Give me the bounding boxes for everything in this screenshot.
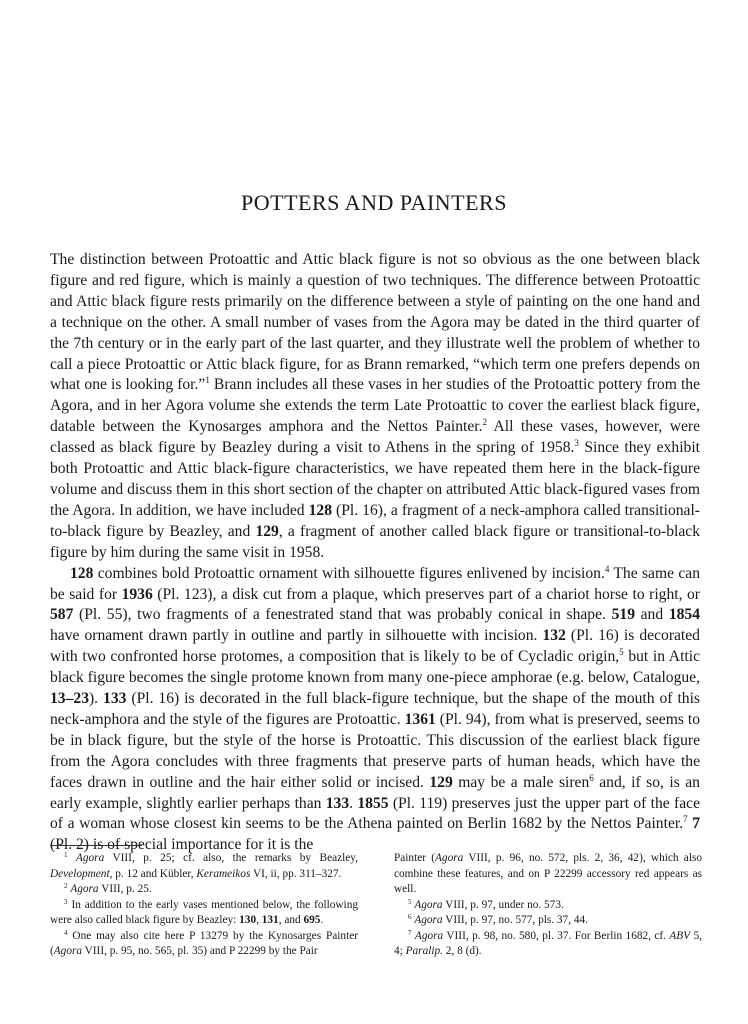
text-run: .: [349, 794, 358, 812]
text-run: combines bold Protoattic ornament with silhouette figures enlivened by incision.: [93, 564, 605, 582]
text-italic: Agora: [435, 852, 464, 864]
text-italic: Agora: [414, 914, 443, 926]
catalogue-number: 129: [255, 522, 279, 540]
catalogue-number: 128: [308, 501, 333, 519]
catalogue-number: 587: [50, 606, 74, 624]
catalogue-number: 519: [611, 606, 635, 624]
text-run: In addition to the early vases mentioned below, the following were also called black figure by Beazley:: [50, 898, 358, 926]
text-italic: ABV: [669, 929, 691, 942]
catalogue-number: 131: [261, 914, 279, 926]
text-run: , and: [278, 914, 304, 926]
body-text: [50, 250, 700, 856]
text-run: Since they exhibit both Protoattic and Attic black-figure characteristics, we have repeated them here in the black-figure volume and discuss them in this short section of the chapter on attributed Attic black-figured vases from the Agora. In addition, we have included: [50, 439, 700, 519]
catalogue-number: 132: [542, 627, 566, 645]
text-run: Brann includes all these vases in her studies of the Protoattic pottery from the Agora, and in her Agora volume she extends the term Late Protoattic to cover the earliest black figure, datable between the Kynosarges amphora and the Nettos Painter.: [50, 376, 700, 436]
text-run: , a fragment of another called black figure or transitional-to-black figure by him during the same visit in 1958.: [50, 522, 700, 561]
text-run: and, if so, is an early example, slightly earlier perhaps than: [50, 773, 700, 812]
footnote-ref[interactable]: 7: [683, 814, 688, 825]
footnote-ref[interactable]: 3: [574, 438, 579, 449]
text-run: (Pl. 2) is of special importance for it is the: [50, 836, 314, 854]
text-run: but in Attic black figure becomes the single protome known from many one-piece amphorae (e.g. below, Catalogue,: [50, 648, 700, 687]
text-run: .: [320, 914, 324, 926]
catalogue-number: 1936: [121, 585, 153, 603]
text-run: (Pl. 119) preserves just the upper part of the face of a woman whose closest kin seems to be the Athena painted on Berlin 1682 by the Nettos Painter.: [50, 794, 701, 833]
text-run: VIII, p. 98, no. 580, pl. 37. For Berlin 1682, cf.: [443, 929, 670, 942]
text-run: (Pl. 94), from what is preserved, seems to be in black figure, but the style of the horse is Protoattic. This discussion of the earliest black figure from the Agora concludes with three fragments that preserve parts of human heads, which have the faces drawn in outline and the hair either solid or incised.: [50, 710, 700, 791]
text-run: (Pl. 16) is decorated in the full black-figure technique, but the shape of the mouth of this neck-amphora and the style of the figures are Protoattic.: [50, 690, 700, 728]
footnote-2: [50, 882, 358, 898]
text-run: 2, 8 (d).: [442, 945, 482, 957]
text-run: may be a male siren: [452, 773, 590, 791]
footnote-number: 4: [64, 928, 68, 937]
footnote-ref[interactable]: 1: [205, 375, 210, 386]
text-italic: Agora: [75, 852, 105, 864]
text-run: ).: [88, 690, 104, 708]
footnote-4-continued: [394, 851, 702, 898]
text-run: VI, ii, pp. 311–327.: [250, 867, 342, 880]
page-title: POTTERS AND PAINTERS: [241, 190, 507, 215]
text-run: The distinction between Protoattic and Attic black figure is not so obvious as the one between black figure and red figure, which is mainly a question of two techniques. The difference between Protoattic and Attic black figure rests primarily on the difference between a style of painting on the one hand and a technique on the other. A small number of vases from the Agora may be dated in the third quarter of the 7th century or in the early part of the last quarter, and they illustrate well the problem of whether to call a piece Protoattic or Attic black figure, for as Brann remarked, “which term one prefers depends on what one is looking for.”: [50, 251, 700, 394]
footnote-number: 7: [408, 928, 412, 937]
footnote-7: [394, 929, 702, 960]
text-italic: Paralip.: [405, 945, 443, 957]
text-italic: Agora: [53, 945, 83, 957]
text-italic: Agora: [414, 898, 443, 911]
footnote-1: [50, 851, 358, 882]
text-run: All these vases, however, were classed as black figure by Beazley during a visit to Athens in the spring of 1958.: [50, 418, 700, 457]
footnote-number: 1: [64, 851, 68, 859]
text-run: and: [634, 606, 669, 624]
catalogue-number: 13–23: [50, 690, 89, 708]
catalogue-number: 133: [325, 794, 350, 812]
text-run: The same can be said for: [50, 564, 700, 603]
footnote-number: 6: [408, 913, 412, 921]
footnote-4: [50, 929, 358, 960]
text-run: VIII, p. 97, no. 577, pls. 37, 44.: [442, 914, 588, 926]
text-run: 5, 4;: [394, 929, 702, 957]
footnote-ref[interactable]: 6: [589, 772, 594, 783]
text-italic: Agora: [70, 883, 99, 895]
footnote-ref[interactable]: 5: [619, 647, 624, 658]
footnote-divider: [50, 845, 142, 846]
text-run: (Pl. 123), a disk cut from a plaque, which preserves part of a chariot horse to right, or: [152, 585, 700, 603]
footnotes: [50, 851, 702, 960]
catalogue-number: 695: [303, 914, 321, 926]
text-run: have ornament drawn partly in outline and partly in silhouette with incision.: [50, 627, 543, 645]
text-run: VIII, p. 25.: [98, 883, 152, 895]
text-run: , p. 12 and Kübler,: [109, 867, 197, 880]
text-run: (Pl. 16), a fragment of a neck-amphora called transitional-to-black figure by Beazley, and: [50, 501, 700, 540]
footnote-column-left: [50, 851, 358, 960]
catalogue-number: 1854: [668, 606, 700, 624]
text-italic: Development: [50, 867, 110, 880]
footnote-ref[interactable]: 2: [482, 417, 488, 428]
text-run: VIII, p. 95, no. 565, pl. 35) and P 22299 by the Pair: [82, 945, 318, 957]
text-run: VIII, p. 97, under no. 573.: [442, 898, 564, 911]
footnote-5: [394, 898, 702, 914]
paragraph-2: [50, 564, 700, 857]
text-run: Painter (: [394, 852, 436, 864]
text-italic: Kerameikos: [196, 867, 251, 880]
text-run: VIII, p. 96, no. 572, pls. 2, 36, 42), which also combine these features, and on P 22299 accessory red appears as well.: [394, 852, 702, 895]
text-run: One may also cite here P 13279 by the Kynosarges Painter (: [50, 929, 358, 957]
text-run: ,: [256, 914, 262, 926]
footnote-number: 3: [64, 897, 68, 906]
text-italic: Agora: [414, 929, 444, 942]
catalogue-number: 1855: [357, 794, 389, 812]
paragraph-1: [50, 250, 700, 564]
footnote-6: [394, 913, 702, 929]
text-run: VIII, p. 25; cf. also, the remarks by Beazley,: [104, 852, 359, 864]
catalogue-number: 1361: [404, 710, 436, 728]
text-run: (Pl. 55), two fragments of a fenestrated stand that was probably conical in shape.: [73, 606, 612, 624]
catalogue-number: 7: [692, 815, 700, 833]
footnote-3: [50, 898, 358, 929]
catalogue-number: 133: [103, 690, 127, 708]
catalogue-number: 129: [429, 773, 453, 791]
footnote-ref[interactable]: 4: [604, 563, 610, 574]
catalogue-number: 128: [70, 564, 94, 582]
footnote-number: 5: [408, 897, 412, 906]
catalogue-number: 130: [239, 914, 257, 926]
footnote-column-right: [394, 851, 702, 960]
footnote-number: 2: [64, 882, 68, 890]
text-run: (Pl. 16) is decorated with two confronted horse protomes, a composition that is likely to be of Cycladic origin,: [50, 627, 700, 666]
